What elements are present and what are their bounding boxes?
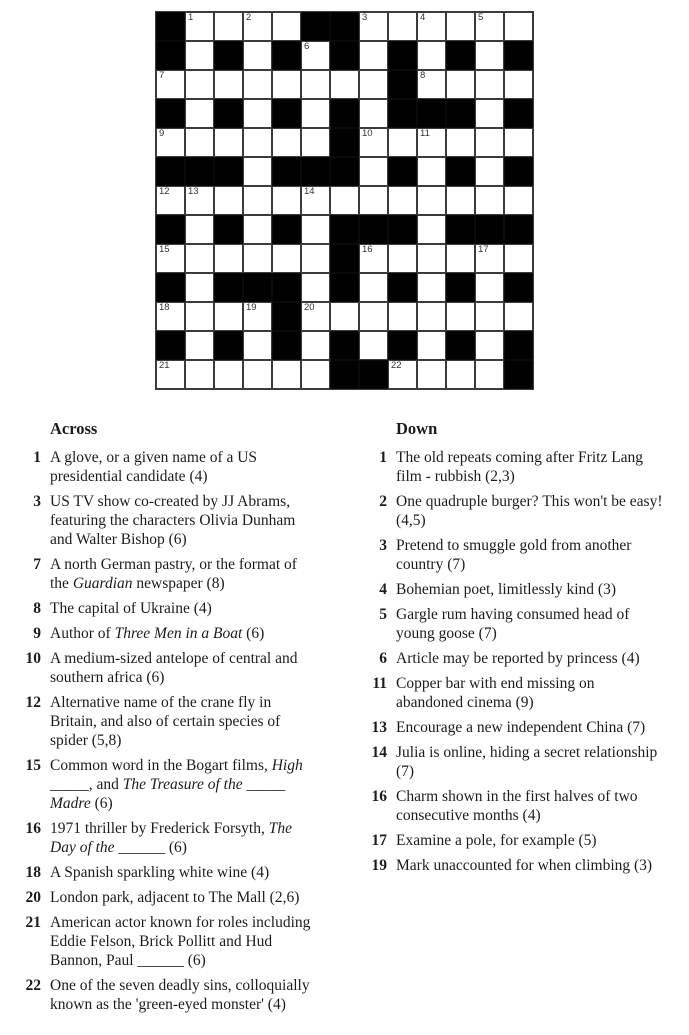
grid-cell-white[interactable] (243, 99, 272, 128)
grid-cell-white[interactable] (446, 12, 475, 41)
grid-cell-white[interactable] (504, 244, 533, 273)
grid-cell-white[interactable] (243, 186, 272, 215)
grid-cell-white[interactable] (243, 331, 272, 360)
down-clue-item (367, 831, 689, 850)
grid-cell-white[interactable] (417, 70, 446, 99)
grid-cell-white[interactable] (417, 273, 446, 302)
clue-number: 21 (25, 914, 41, 931)
grid-cell-number: 17 (478, 244, 489, 255)
clue-text: American actor known for roles including Eddie Felson, Brick Pollitt and Hud Bannon, Paul ______ (6) (50, 914, 311, 969)
down-clue-item (367, 787, 689, 825)
grid-cell-black (504, 331, 533, 360)
grid-cell-white[interactable] (272, 12, 301, 41)
grid-cell-white[interactable] (214, 186, 243, 215)
clue-text: Encourage a new independent China (7) (396, 719, 646, 736)
grid-cell-white[interactable] (272, 360, 301, 389)
grid-cell-black (272, 302, 301, 331)
grid-cell-number: 22 (391, 360, 402, 371)
grid-cell-white[interactable] (359, 128, 388, 157)
grid-cell-white[interactable] (272, 186, 301, 215)
grid-cell-black (388, 99, 417, 128)
grid-cell-white[interactable] (330, 70, 359, 99)
grid-cell-white[interactable] (301, 331, 330, 360)
grid-cell-black (156, 41, 185, 70)
grid-cell-white[interactable] (475, 99, 504, 128)
grid-cell-number: 14 (304, 186, 315, 197)
grid-cell-black (330, 128, 359, 157)
across-heading: Across (50, 419, 98, 438)
grid-cell-white[interactable] (417, 186, 446, 215)
grid-cell-black (504, 99, 533, 128)
grid-cell-white[interactable] (388, 244, 417, 273)
across-clue-item (21, 976, 351, 1014)
grid-cell-white[interactable] (243, 41, 272, 70)
grid-cell-black (446, 331, 475, 360)
grid-cell-number: 20 (304, 302, 315, 313)
across-clue-item (21, 599, 351, 618)
grid-cell-white[interactable] (475, 302, 504, 331)
grid-cell-white[interactable] (388, 186, 417, 215)
crossword-page (0, 11, 689, 1020)
grid-cell-black (388, 70, 417, 99)
across-clue-item (21, 863, 351, 882)
grid-cell-white[interactable] (214, 244, 243, 273)
grid-cell-white[interactable] (301, 273, 330, 302)
grid-cell-white[interactable] (475, 70, 504, 99)
grid-cell-black (330, 99, 359, 128)
grid-cell-black (504, 215, 533, 244)
grid-cell-black (330, 41, 359, 70)
grid-cell-black (504, 360, 533, 389)
clue-number: 4 (379, 581, 387, 598)
clue-number: 3 (379, 537, 387, 554)
grid-cell-number: 4 (420, 12, 426, 23)
grid-cell-number: 13 (188, 186, 199, 197)
grid-cell-white[interactable] (243, 360, 272, 389)
grid-cell-black (446, 99, 475, 128)
clue-number: 13 (371, 719, 387, 736)
grid-cell-white[interactable] (330, 186, 359, 215)
grid-cell-white[interactable] (243, 244, 272, 273)
grid-cell-white[interactable] (185, 360, 214, 389)
clue-number: 2 (379, 493, 387, 510)
grid-cell-black (359, 360, 388, 389)
grid-cell-white[interactable] (185, 273, 214, 302)
grid-cell-white[interactable] (301, 302, 330, 331)
grid-cell-white[interactable] (185, 302, 214, 331)
grid-cell-white[interactable] (388, 128, 417, 157)
grid-cell-black (388, 273, 417, 302)
clue-number: 1 (33, 449, 41, 466)
down-clue-item (367, 536, 689, 574)
grid-cell-white[interactable] (446, 186, 475, 215)
clue-number: 18 (25, 864, 41, 881)
grid-cell-number: 2 (246, 12, 252, 23)
grid-cell-white[interactable] (243, 157, 272, 186)
clue-number: 6 (379, 650, 387, 667)
grid-cell-white[interactable] (243, 128, 272, 157)
grid-cell-white[interactable] (475, 360, 504, 389)
grid-cell-white[interactable] (475, 331, 504, 360)
across-clue-item (21, 888, 351, 907)
clue-text: Gargle rum having consumed head of young goose (7) (396, 606, 630, 642)
grid-cell-black (504, 157, 533, 186)
clue-text: Alternative name of the crane fly in Britain, and also of certain species of spider (5,8) (50, 694, 281, 749)
grid-cell-black (214, 41, 243, 70)
grid-cell-white[interactable] (417, 128, 446, 157)
clue-number: 9 (33, 625, 41, 642)
grid-cell-white[interactable] (475, 128, 504, 157)
grid-cell-white[interactable] (446, 244, 475, 273)
clue-number: 1 (379, 449, 387, 466)
clue-number: 7 (33, 556, 41, 573)
grid-cell-white[interactable] (301, 360, 330, 389)
grid-cell-black (272, 273, 301, 302)
grid-cell-white[interactable] (185, 99, 214, 128)
grid-cell-white[interactable] (359, 70, 388, 99)
down-clue-item (367, 448, 689, 486)
across-clue-item (21, 913, 351, 970)
grid-cell-black (330, 331, 359, 360)
grid-cell-white[interactable] (301, 186, 330, 215)
grid-cell-black (156, 12, 185, 41)
clue-text: Author of Three Men in a Boat (6) (50, 625, 265, 642)
grid-cell-number: 10 (362, 128, 373, 139)
grid-cell-black (156, 331, 185, 360)
grid-cell-white[interactable] (301, 41, 330, 70)
grid-cell-number: 3 (362, 12, 368, 23)
grid-cell-black (446, 41, 475, 70)
grid-cell-black (446, 215, 475, 244)
clue-text: Julia is online, hiding a secret relationship (7) (396, 744, 658, 780)
grid-cell-white[interactable] (185, 244, 214, 273)
grid-cell-white[interactable] (446, 128, 475, 157)
grid-cell-white[interactable] (359, 41, 388, 70)
grid-cell-white[interactable] (243, 302, 272, 331)
grid-cell-white[interactable] (417, 244, 446, 273)
grid-cell-black (388, 41, 417, 70)
grid-cell-white[interactable] (214, 12, 243, 41)
grid-cell-white[interactable] (504, 12, 533, 41)
grid-cell-black (156, 273, 185, 302)
grid-cell-number: 8 (420, 70, 426, 81)
grid-cell-white[interactable] (156, 302, 185, 331)
grid-cell-black (156, 99, 185, 128)
down-clue-item (367, 718, 689, 737)
clues-section (0, 419, 689, 1020)
clue-number: 5 (379, 606, 387, 623)
grid-cell-white[interactable] (243, 215, 272, 244)
clue-text: One quadruple burger? This won't be easy! (4,5) (396, 493, 663, 529)
grid-cell-black (272, 215, 301, 244)
grid-cell-number: 18 (159, 302, 170, 313)
down-clue-list (367, 448, 689, 875)
grid-cell-white[interactable] (417, 41, 446, 70)
across-clue-item (21, 492, 351, 549)
grid-cell-white[interactable] (475, 186, 504, 215)
grid-cell-white[interactable] (359, 302, 388, 331)
grid-cell-black (272, 331, 301, 360)
grid-cell-white[interactable] (185, 186, 214, 215)
clue-number: 20 (25, 889, 41, 906)
grid-cell-white[interactable] (417, 12, 446, 41)
grid-cell-black (330, 12, 359, 41)
grid-cell-white[interactable] (214, 302, 243, 331)
clue-number: 17 (371, 832, 387, 849)
grid-cell-white[interactable] (156, 360, 185, 389)
grid-cell-black (243, 273, 272, 302)
clue-text: Copper bar with end missing on abandoned cinema (9) (396, 675, 595, 711)
grid-cell-white[interactable] (301, 128, 330, 157)
grid-cell-black (504, 273, 533, 302)
grid-cell-number: 19 (246, 302, 257, 313)
clue-text: Bohemian poet, limitlessly kind (3) (396, 581, 616, 598)
grid-cell-number: 7 (159, 70, 165, 81)
grid-cell-white[interactable] (185, 331, 214, 360)
grid-cell-black (330, 244, 359, 273)
grid-cell-black (301, 157, 330, 186)
grid-cell-white[interactable] (301, 244, 330, 273)
grid-cell-black (388, 157, 417, 186)
clue-text: A glove, or a given name of a US presidential candidate (4) (50, 449, 258, 485)
grid-cell-white[interactable] (156, 128, 185, 157)
grid-cell-white[interactable] (243, 70, 272, 99)
grid-cell-white[interactable] (475, 157, 504, 186)
clue-number: 10 (25, 650, 41, 667)
grid-cell-black (388, 215, 417, 244)
down-heading: Down (396, 419, 438, 438)
across-clue-item (21, 448, 351, 486)
clue-number: 11 (372, 675, 387, 692)
grid-cell-white[interactable] (388, 12, 417, 41)
grid-cell-white[interactable] (214, 70, 243, 99)
grid-cell-white[interactable] (272, 128, 301, 157)
grid-cell-number: 15 (159, 244, 170, 255)
grid-cell-white[interactable] (243, 12, 272, 41)
grid-cell-white[interactable] (272, 70, 301, 99)
grid-cell-white[interactable] (417, 157, 446, 186)
grid-cell-white[interactable] (156, 186, 185, 215)
grid-cell-white[interactable] (359, 273, 388, 302)
grid-cell-black (330, 273, 359, 302)
grid-cell-white[interactable] (446, 360, 475, 389)
grid-cell-white[interactable] (446, 302, 475, 331)
grid-cell-white[interactable] (504, 128, 533, 157)
clue-number: 19 (371, 857, 387, 874)
grid-cell-white[interactable] (388, 302, 417, 331)
grid-cell-white[interactable] (417, 360, 446, 389)
grid-cell-black (214, 331, 243, 360)
clue-text: 1971 thriller by Frederick Forsyth, The Day of the ______ (6) (50, 820, 292, 856)
grid-cell-white[interactable] (359, 157, 388, 186)
grid-cell-black (214, 215, 243, 244)
grid-cell-black (388, 331, 417, 360)
grid-cell-white[interactable] (417, 215, 446, 244)
grid-cell-number: 21 (159, 360, 170, 371)
grid-cell-white[interactable] (185, 128, 214, 157)
grid-cell-white[interactable] (359, 244, 388, 273)
grid-cell-white[interactable] (156, 244, 185, 273)
grid-cell-white[interactable] (359, 12, 388, 41)
clue-text: London park, adjacent to The Mall (2,6) (50, 889, 300, 906)
across-clue-item (21, 819, 351, 857)
grid-cell-black (214, 99, 243, 128)
clue-number: 22 (25, 977, 41, 994)
grid-cell-white[interactable] (185, 215, 214, 244)
grid-cell-white[interactable] (359, 99, 388, 128)
down-clue-item (367, 743, 689, 781)
down-clue-item (367, 674, 689, 712)
clue-number: 15 (25, 757, 41, 774)
grid-cell-white[interactable] (504, 186, 533, 215)
grid-cell-white[interactable] (301, 70, 330, 99)
grid-cell-black (272, 157, 301, 186)
clue-number: 16 (371, 788, 387, 805)
grid-cell-white[interactable] (359, 331, 388, 360)
grid-cell-white[interactable] (417, 331, 446, 360)
grid-cell-white[interactable] (214, 128, 243, 157)
down-clue-item (367, 580, 689, 599)
clue-text: Examine a pole, for example (5) (396, 832, 597, 849)
clue-number: 14 (371, 744, 387, 761)
clue-text: Article may be reported by princess (4) (396, 650, 640, 667)
grid-cell-white[interactable] (417, 302, 446, 331)
grid-cell-black (214, 157, 243, 186)
grid-cell-number: 12 (159, 186, 170, 197)
grid-cell-number: 6 (304, 41, 310, 52)
clue-text: The capital of Ukraine (4) (50, 600, 212, 617)
grid-cell-white[interactable] (301, 99, 330, 128)
grid-cell-black (417, 99, 446, 128)
grid-cell-number: 9 (159, 128, 165, 139)
grid-cell-number: 11 (420, 128, 430, 139)
grid-cell-number: 16 (362, 244, 373, 255)
grid-cell-black (446, 273, 475, 302)
grid-cell-white[interactable] (214, 360, 243, 389)
across-section (21, 419, 351, 1020)
clue-text: One of the seven deadly sins, colloquially known as the 'green-eyed monster' (4) (50, 977, 310, 1013)
clue-number: 3 (33, 493, 41, 510)
grid-cell-black (446, 157, 475, 186)
grid-cell-white[interactable] (359, 186, 388, 215)
grid-cell-white[interactable] (475, 273, 504, 302)
grid-cell-white[interactable] (446, 70, 475, 99)
grid-cell-white[interactable] (330, 302, 359, 331)
grid-cell-white[interactable] (185, 12, 214, 41)
grid-cell-black (359, 215, 388, 244)
grid-cell-black (330, 360, 359, 389)
grid-cell-number: 1 (188, 12, 194, 23)
clue-number: 16 (25, 820, 41, 837)
across-clue-item (21, 624, 351, 643)
clue-number: 8 (33, 600, 41, 617)
grid-cell-white[interactable] (185, 41, 214, 70)
down-clue-item (367, 605, 689, 643)
grid-cell-black (156, 215, 185, 244)
grid-cell-black (156, 157, 185, 186)
grid-cell-black (504, 41, 533, 70)
down-section (367, 419, 689, 881)
grid-cell-black (330, 215, 359, 244)
clue-text: Charm shown in the first halves of two consecutive months (4) (396, 788, 638, 824)
grid-cell-white[interactable] (504, 70, 533, 99)
grid-cell-white[interactable] (504, 302, 533, 331)
grid-cell-white[interactable] (475, 244, 504, 273)
clue-text: A Spanish sparkling white wine (4) (50, 864, 270, 881)
grid-cell-number: 5 (478, 12, 484, 23)
clue-text: Pretend to smuggle gold from another country (7) (396, 537, 632, 573)
clue-text: Common word in the Bogart films, High _____, and The Treasure of the _____ Madre (6) (50, 757, 303, 812)
across-clue-item (21, 756, 351, 813)
grid-cell-white[interactable] (156, 70, 185, 99)
grid-cell-white[interactable] (185, 70, 214, 99)
grid-cell-black (301, 12, 330, 41)
down-clue-item (367, 856, 689, 875)
clue-number: 12 (25, 694, 41, 711)
crossword-grid (155, 11, 534, 390)
grid-cell-white[interactable] (388, 360, 417, 389)
clue-text: Mark unaccounted for when climbing (3) (396, 857, 653, 874)
down-clue-item (367, 649, 689, 668)
grid-cell-white[interactable] (475, 41, 504, 70)
grid-cell-black (214, 273, 243, 302)
across-clue-item (21, 649, 351, 687)
grid-cell-black (330, 157, 359, 186)
grid-cell-white[interactable] (301, 215, 330, 244)
clue-text: A north German pastry, or the format of the Guardian newspaper (8) (50, 556, 297, 592)
grid-cell-white[interactable] (475, 12, 504, 41)
clue-text: A medium-sized antelope of central and southern africa (6) (50, 650, 298, 686)
grid-cell-black (185, 157, 214, 186)
clue-text: The old repeats coming after Fritz Lang film - rubbish (2,3) (396, 449, 644, 485)
across-clue-list (21, 448, 351, 1014)
grid-cell-black (475, 215, 504, 244)
across-clue-item (21, 693, 351, 750)
grid-cell-white[interactable] (272, 244, 301, 273)
clue-text: US TV show co-created by JJ Abrams, featuring the characters Olivia Dunham and Walter Bishop (6) (50, 493, 296, 548)
down-clue-item (367, 492, 689, 530)
grid-cell-black (272, 99, 301, 128)
grid-cell-black (272, 41, 301, 70)
across-clue-item (21, 555, 351, 593)
